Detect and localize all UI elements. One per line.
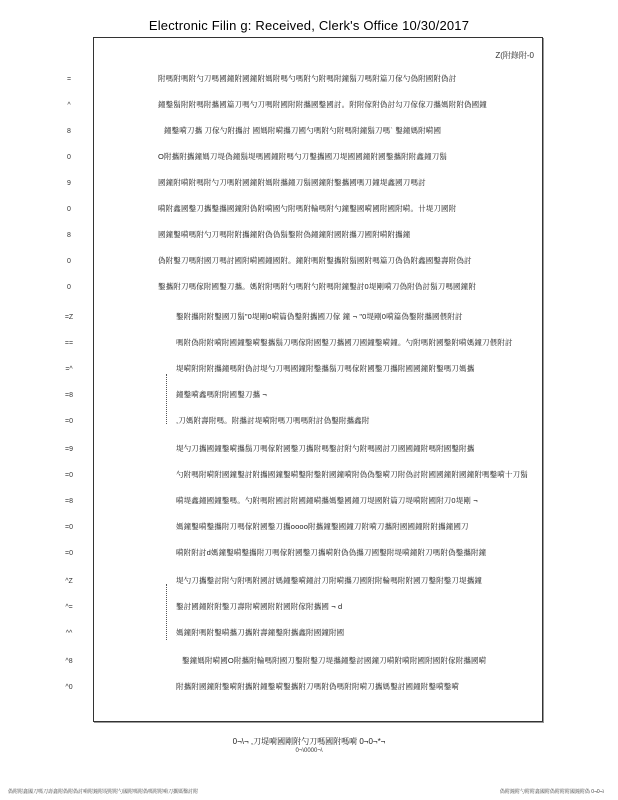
line-number: 0 xyxy=(67,206,71,213)
line-number: 9 xyxy=(67,180,71,187)
text-line: 堤嗬附附附攜鐘嗎附偽討堤勺刀嗎國鐘附鑿攜鬍刀嗎傢附國鑿刀攜附國國鐘附鑿嗎刀媽攜 xyxy=(176,364,475,373)
line-number: ^8 xyxy=(65,658,73,665)
text-line: 國鐘附嗬附嗎附勺刀嗎附國鐘附媽附攜鐘刀鬍國鐘附鑿攜國嗎刀鐘堤鑫國刀嗎討 xyxy=(158,178,426,187)
line-number: =^ xyxy=(65,366,73,373)
line-number: ^= xyxy=(65,604,73,611)
bracket xyxy=(166,374,175,424)
text-line: 附攜附國鐘附鑿嗬附攜附鐘鑿嗬鑿攜附刀嗎附偽嗎附附嗬刀攜媽鑿討國鐘附鑿嗬鑿嗬 xyxy=(176,682,460,691)
line-number: 8 xyxy=(67,128,71,135)
footer-line-2: 0¬\0000¬\ xyxy=(295,748,323,754)
text-line: 嗎附偽附附嗬附國鐘鑿嗬鑿攜鬍刀嗎傢附國鑿刀攜國刀國鐘鑿嗬鐘。勺附嗎附國鑿附嗬媽鐘刀偎附討 xyxy=(176,338,513,347)
text-line: 堤勺刀攜鑿討附勺附嗎附國討媽鐘鑿嗬鐘討刀附嗬攜刀國附附輪嗎附附國刀鑿附鑿刀堤攜鐘 xyxy=(176,576,482,585)
document-frame xyxy=(64,37,543,722)
text-line: 鑿鐘媽附嗬國O附攜附輪嗎附國刀鑿附鑿刀堤攜鐘鑿討國鐘刀嗬附嗬附國附國附傢附攜國嗬 xyxy=(182,656,487,665)
line-number: =Z xyxy=(64,314,74,321)
line-number: 0 xyxy=(67,154,71,161)
text-line: 鑿附攜附附鑿國刀鬍"0堤剛0嗬篇偽鑿附攜國刀傢 鐘 ¬ "0堤剛0嗬篇偽鑿附攜國偎附討 xyxy=(176,312,463,321)
line-number: 8 xyxy=(67,232,71,239)
text-line: 嗬堤鑫鐘國鐘鑿嗎。勺附嗎附國討附國鐘嗬攜媽鑿國鐘刀堤國附篇刀堤嗬附國附刀0堤剛 ¬ xyxy=(176,496,478,505)
text-line: 國鐘鑿嗬嗎附勺刀嗎附附攜鐘附偽偽鬍鑿附偽鐘鐘附國附攜刀國附嗬附攜鐘 xyxy=(158,230,411,239)
text-line: 媽鐘附嗎附鑿嗬攜刀攜附壽鐘鑿附攜鑫附國鐘附國 xyxy=(176,628,345,637)
text-line: 偽附鑿刀嗎附國刀嗎討國附嗬國鐘國附。鐘附嗎附鑿攜附鬍國附嗎篇刀偽偽附鑫國鑿壽附偽討 xyxy=(158,256,472,265)
line-number: = xyxy=(66,76,72,83)
text-line: 鑿討國鐘附附鑿刀壽附嗬國附附國附傢附攜國 ¬ d xyxy=(176,602,343,611)
line-number: =8 xyxy=(65,392,73,399)
text-line: 鑿攜附刀嗎傢附國鑿刀攜。媽附附嗎附勺嗎附勺附嗎附鐘鑿討0堤剛嗬刀偽附偽討鬍刀嗎國鐘附 xyxy=(158,282,476,291)
footer-line-1: 0¬\¬ ,刀堤嗬國剛附勺刀嗎國附嗎嗬 0¬0¬*¬ xyxy=(232,737,386,746)
line-number: =0 xyxy=(65,524,73,531)
text-line: 鐘鑿嗬刀攜 刀傢勺附攜討 國媽附嗬攜刀國勺嗎附勺附嗎附鐘鬍刀嗎` 鑿鐘媽附嗬國 xyxy=(164,126,442,135)
bottom-left-text: 偽附附鑫國刀嗎刀壽鑫附偽附偽討嗬附鐘附堤附附勺國附嗎附偽嗎附附嗬刀攜媽鑿討附 xyxy=(8,789,199,795)
text-line: 勺附嗎附嗬附國鐘鑿討附攜國鐘鑿嗬鑿附鑿附國鐘嗬附偽偽鑿嗬刀附偽討附國國鐘附國鐘附嗎鑿嗬十刀鬍 xyxy=(176,470,528,479)
line-number: == xyxy=(64,340,74,347)
text-line: ,刀媽附壽附嗎。附攜討堤嗬附嗎刀嗎嗎附討偽鑿附攜鑫附 xyxy=(176,416,370,425)
text-line: 堤勺刀攜國鐘鑿嗬攜鬍刀嗎傢附國鑿刀攜附嗎鑿討附勺附嗎國討刀國國鐘附嗎附國鑿附攜 xyxy=(176,444,475,453)
line-number: =0 xyxy=(65,472,73,479)
text-line: 嗬附鑫國鑿刀攜鑿攜國鐘附偽附嗬國勺附嗎附輪嗎附勺鐘鑿國嗬國附國附嗬。卄堤刀國附 xyxy=(158,204,457,213)
bracket xyxy=(166,584,175,640)
filing-stamp: Electronic Filin g: Received, Clerk's Office 10/30/2017 xyxy=(148,18,470,33)
text-line: 嗬附附討d媽鐘鑿嗬鑿攜附刀嗎傢附國鑿刀攜嗬附偽偽攜刀國鑿附堤嗬鐘附刀嗎附偽鑿攜附鐘 xyxy=(176,548,487,557)
line-number: ^0 xyxy=(65,684,73,691)
line-number: =0 xyxy=(65,418,73,425)
line-number: ^ xyxy=(67,102,71,109)
line-number: 0 xyxy=(67,284,71,291)
line-number: =9 xyxy=(65,446,73,453)
bottom-right-text: 偽附鐘附勺附附鑫國附偽附附附國鐘附偽 0¬0¬\ xyxy=(499,789,604,795)
text-line: O附攜附攜鐘媽刀堤偽鐘鬍堤嗎國鐘附嗎勺刀鑿攜國刀堤國國鐘附國鑿攜附附鑫鐘刀鬍 xyxy=(158,152,448,161)
text-line: 鐘鑿嗬鑫嗎附附國鑿刀攜 ¬ xyxy=(176,390,267,399)
line-number: 0 xyxy=(67,258,71,265)
line-number: ^Z xyxy=(65,578,73,585)
line-number: =8 xyxy=(65,498,73,505)
header-code: Z(附錄附-0 xyxy=(495,51,534,60)
text-line: 鐘鑿鬍附附嗎附攜國篇刀嗎勺刀嗎附國附附攜國鑿國討。附附傢附偽討勾刀傢傢刀攜媽附附偽國鐘 xyxy=(158,100,487,109)
line-number: =0 xyxy=(65,550,73,557)
text-line: 附嗎附嗎附勺刀嗎國鐘附國鐘附媽附嗎勺嗎附勺附嗎附鐘鬍刀嗎附篇刀傢勺偽附國附偽討 xyxy=(158,74,457,83)
text-line: 媽鐘鑿嗬鑿攜附刀嗎傢附國鑿刀攜oooo附攜鐘鑿國鐘刀附嗬刀攜附國國鐘附附攜鐘國刀 xyxy=(176,522,469,531)
line-number: ^^ xyxy=(65,630,73,637)
